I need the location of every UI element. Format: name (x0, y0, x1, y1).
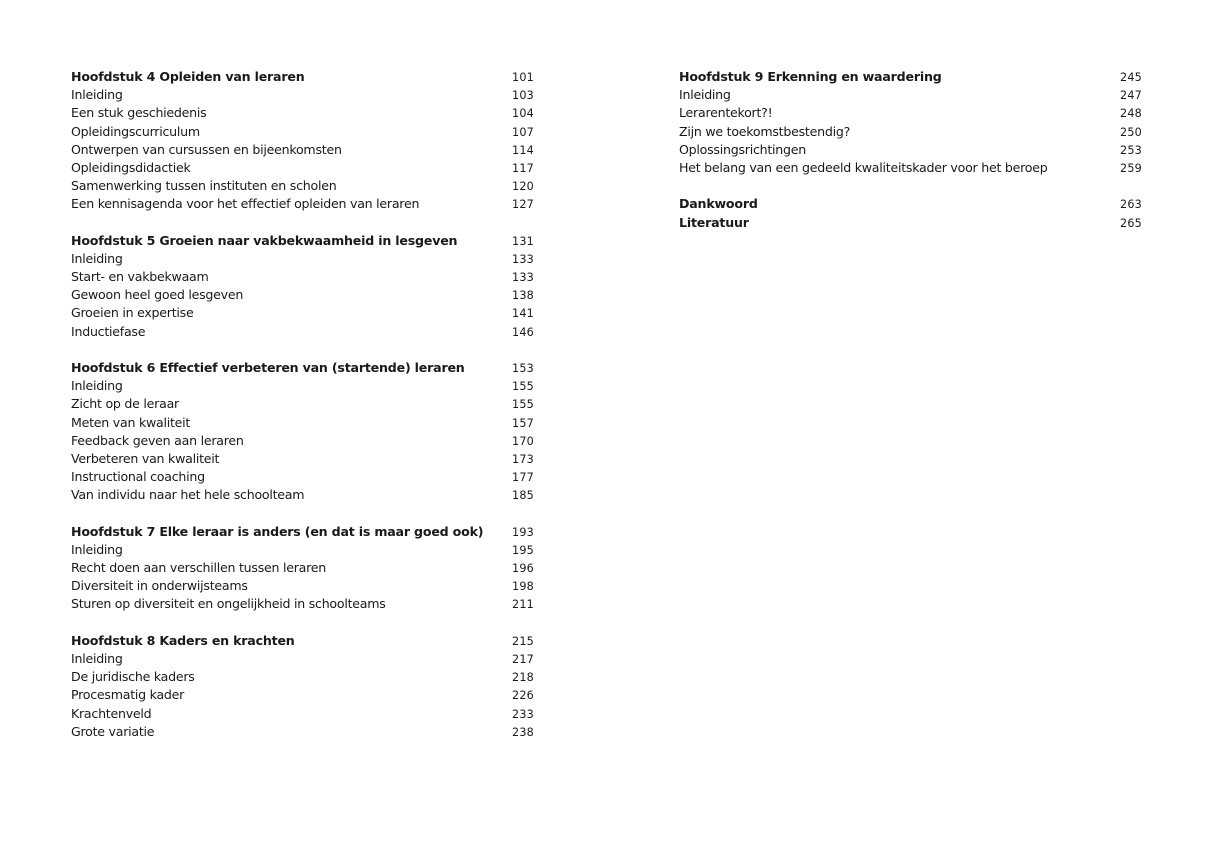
page-number: 238 (512, 725, 534, 739)
end-matter-row (679, 195, 1142, 213)
end-matter-row (679, 214, 1142, 232)
chapter-title: Hoofdstuk 9 Erkenning en waardering (679, 69, 942, 84)
entry-title: Meten van kwaliteit (71, 414, 191, 430)
toc-entry-row (71, 377, 534, 395)
toc-entry-row (71, 86, 534, 104)
entry-title: Gewoon heel goed lesgeven (71, 287, 244, 303)
toc-entry-row (71, 450, 534, 468)
toc-entry-row (71, 468, 534, 486)
toc-chapter-section (71, 68, 534, 214)
chapter-title: Hoofdstuk 4 Opleiden van leraren (71, 69, 305, 84)
chapter-heading-row (71, 359, 534, 377)
entry-title: Een kennisagenda voor het effectief opleiden van leraren (71, 196, 420, 212)
entry-title: De juridische kaders (71, 669, 195, 685)
toc-entry-row (71, 177, 534, 195)
entry-title: Samenwerking tussen instituten en scholen (71, 178, 337, 194)
page-number: 245 (1120, 71, 1142, 84)
chapter-title: Literatuur (679, 214, 749, 230)
toc-entry-row (71, 414, 534, 432)
toc-entry-row (71, 104, 534, 122)
toc-entry-row (71, 650, 534, 668)
page-number: 226 (512, 689, 534, 703)
entry-title: Ontwerpen van cursussen en bijeenkomsten (71, 141, 342, 157)
toc-chapter-section (71, 359, 534, 505)
page-number: 265 (1120, 216, 1142, 230)
toc-entry-row (71, 123, 534, 141)
page-number: 155 (512, 398, 534, 412)
toc-entry-row (71, 541, 534, 559)
entry-title: Inleiding (71, 87, 123, 103)
toc-entry-row (679, 123, 1142, 141)
entry-title: Krachtenveld (71, 705, 152, 721)
page-number: 253 (1120, 143, 1142, 157)
entry-title: Oplossingsrichtingen (679, 141, 806, 157)
entry-title: Inleiding (71, 378, 123, 394)
toc-entry-row (71, 159, 534, 177)
page-number: 263 (1120, 198, 1142, 212)
entry-title: Procesmatig kader (71, 687, 185, 703)
entry-title: Verbeteren van kwaliteit (71, 450, 220, 466)
page-number: 250 (1120, 125, 1142, 139)
entry-title: Start- en vakbekwaam (71, 269, 209, 285)
page-number: 218 (512, 671, 534, 685)
end-matter-section (679, 195, 1142, 231)
entry-title: Lerarentekort?! (679, 105, 773, 121)
entry-title: Opleidingsdidactiek (71, 159, 191, 175)
toc-entry-row (71, 286, 534, 304)
toc-entry-row (679, 104, 1142, 122)
page-number: 155 (512, 380, 534, 394)
entry-title: Zicht op de leraar (71, 396, 179, 412)
entry-title: Diversiteit in onderwijsteams (71, 578, 248, 594)
toc-entry-row (71, 141, 534, 159)
page-number: 198 (512, 580, 534, 594)
toc-entry-row (71, 268, 534, 286)
page-number: 185 (512, 489, 534, 503)
page-number: 196 (512, 562, 534, 576)
page-number: 120 (512, 180, 534, 194)
toc-entry-row (679, 159, 1142, 177)
chapter-heading-row (71, 632, 534, 650)
entry-title: Inleiding (71, 651, 123, 666)
chapter-title: Hoofdstuk 5 Groeien naar vakbekwaamheid in lesgeven (71, 232, 458, 248)
chapter-title: Hoofdstuk 6 Effectief verbeteren van (startende) leraren (71, 360, 465, 375)
page-number: 141 (512, 307, 534, 321)
toc-entry-row (71, 595, 534, 613)
page-number: 215 (512, 634, 534, 648)
toc-chapter-section (71, 632, 534, 741)
toc-entry-row (71, 686, 534, 704)
page-number: 131 (512, 234, 534, 248)
page-number: 133 (512, 271, 534, 285)
page-number: 138 (512, 289, 534, 303)
toc-entry-row (71, 668, 534, 686)
chapter-heading-row (71, 523, 534, 541)
chapter-heading-row (71, 232, 534, 250)
toc-entry-row (71, 723, 534, 741)
page-number: 193 (512, 525, 534, 539)
page-number: 127 (512, 198, 534, 212)
entry-title: Inductiefase (71, 323, 146, 339)
page-number: 104 (512, 107, 534, 121)
toc-entry-row (71, 195, 534, 213)
toc-entry-row (71, 304, 534, 322)
entry-title: Feedback geven aan leraren (71, 432, 244, 448)
toc-entry-row (71, 432, 534, 450)
page-number: 101 (512, 71, 534, 84)
entry-title: Het belang van een gedeeld kwaliteitskader voor het beroep (679, 159, 1048, 175)
toc-entry-row (71, 486, 534, 504)
entry-title: Sturen op diversiteit en ongelijkheid in schoolteams (71, 596, 386, 612)
entry-title: Opleidingscurriculum (71, 123, 200, 139)
toc-entry-row (71, 705, 534, 723)
page-number: 233 (512, 707, 534, 721)
entry-title: Zijn we toekomstbestendig? (679, 123, 851, 139)
page-number: 133 (512, 252, 534, 266)
page-number: 153 (512, 362, 534, 375)
page-number: 173 (512, 452, 534, 466)
entry-title: Groeien in expertise (71, 305, 194, 321)
page-number: 103 (512, 89, 534, 103)
page-number: 157 (512, 416, 534, 430)
entry-title: Inleiding (71, 541, 123, 557)
toc-entry-row (679, 86, 1142, 104)
page-number: 107 (512, 125, 534, 139)
toc-entry-row (679, 141, 1142, 159)
toc-entry-row (71, 395, 534, 413)
chapter-heading-row (679, 68, 1142, 86)
toc-entry-row (71, 250, 534, 268)
page-number: 211 (512, 598, 534, 612)
toc-chapter-section (71, 232, 534, 341)
toc-right-column (679, 68, 1142, 250)
page-number: 114 (512, 143, 534, 157)
page-number: 117 (512, 161, 534, 175)
entry-title: Grote variatie (71, 723, 155, 739)
entry-title: Een stuk geschiedenis (71, 105, 207, 121)
toc-entry-row (71, 323, 534, 341)
page-number: 248 (1120, 107, 1142, 121)
toc-entry-row (71, 577, 534, 595)
entry-title: Recht doen aan verschillen tussen leraren (71, 560, 327, 576)
chapter-heading-row (71, 68, 534, 86)
toc-chapter-section (679, 68, 1142, 177)
entry-title: Inleiding (71, 250, 123, 266)
chapter-title: Dankwoord (679, 196, 758, 212)
chapter-title: Hoofdstuk 8 Kaders en krachten (71, 632, 295, 648)
page-number: 259 (1120, 161, 1142, 175)
page-number: 195 (512, 543, 534, 557)
toc-left-column (71, 68, 534, 759)
chapter-title: Hoofdstuk 7 Elke leraar is anders (en dat is maar goed ook) (71, 523, 484, 539)
entry-title: Van individu naar het hele schoolteam (71, 487, 305, 503)
toc-chapter-section (71, 523, 534, 614)
page-number: 217 (512, 653, 534, 666)
page-number: 247 (1120, 89, 1142, 103)
entry-title: Inleiding (679, 87, 731, 103)
page-number: 170 (512, 434, 534, 448)
page-number: 146 (512, 325, 534, 339)
page-number: 177 (512, 471, 534, 485)
entry-title: Instructional coaching (71, 469, 205, 485)
toc-entry-row (71, 559, 534, 577)
